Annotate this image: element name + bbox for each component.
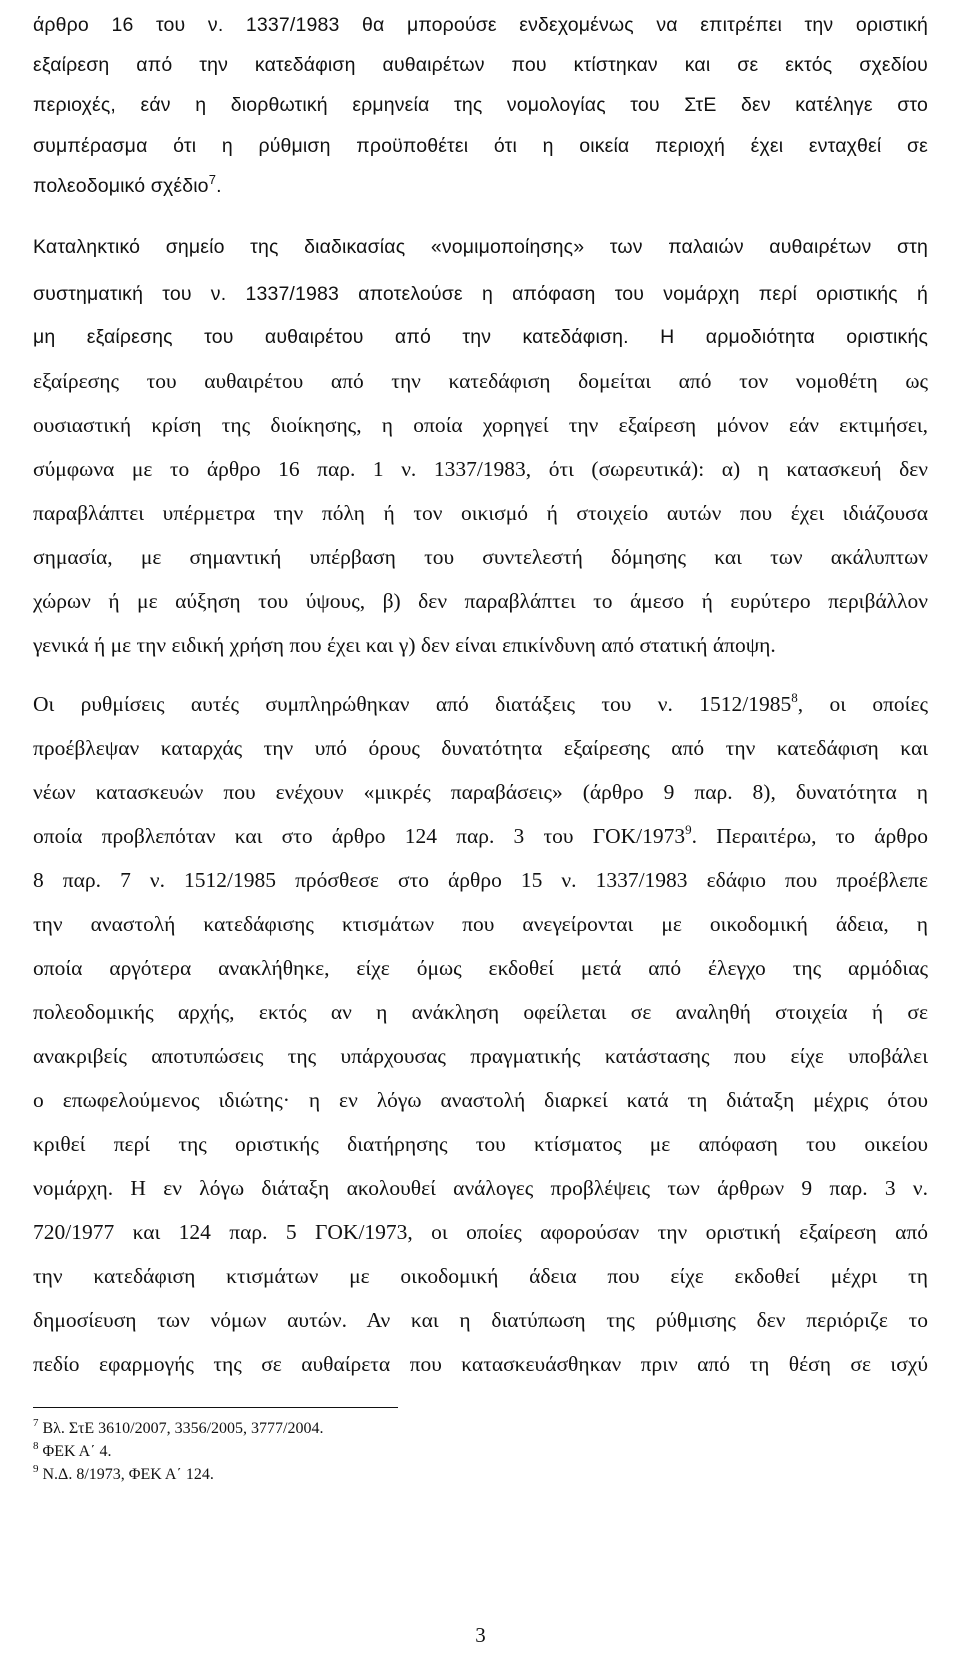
footnote-number: 8: [33, 1439, 39, 1452]
body-line: [33, 684, 928, 724]
body-line: οποία αργότερα ανακλήθηκε, είχε όμως εκδοθεί μετά από έλεγχο της αρμόδιας: [33, 956, 928, 980]
body-line: άρθρο 16 του ν. 1337/1983 θα μπορούσε ενδεχομένως να επιτρέπει την οριστική: [33, 14, 928, 36]
body-line: πεδίο εφαρμογής της σε αυθαίρετα που κατασκευάσθηκαν πριν από τη θέση σε ισχύ: [33, 1352, 928, 1376]
body-line: μη εξαίρεσης του αυθαιρέτου από την κατεδάφιση. Η αρμοδιότητα οριστικής: [33, 326, 928, 348]
footnote-separator: [33, 1407, 398, 1408]
body-line-text: πολεοδομικό σχέδιο: [33, 175, 209, 197]
body-line: ο επωφελούμενος ιδιώτης· η εν λόγω αναστολή διαρκεί κατά τη διάταξη μέχρις ότου: [33, 1088, 928, 1112]
footnote-ref: 9: [685, 821, 692, 837]
body-line-text: Οι ρυθμίσεις αυτές συμπληρώθηκαν από διατάξεις του ν. 1512/1985: [33, 692, 792, 716]
body-line: εξαίρεσης του αυθαιρέτου από την κατεδάφιση δομείται από τον νομοθέτη ως: [33, 369, 928, 393]
page-number: 3: [475, 1623, 486, 1647]
body-line: συμπέρασμα ότι η ρύθμιση προϋποθέτει ότι η οικεία περιοχή έχει ενταχθεί σε: [33, 135, 928, 157]
body-line: 720/1977 και 124 παρ. 5 ΓΟΚ/1973, οι οποίες αφορούσαν την οριστική εξαίρεση από: [33, 1220, 928, 1244]
body-line: προέβλεψαν καταρχάς την υπό όρους δυνατότητα εξαίρεσης από την κατεδάφιση και: [33, 736, 928, 760]
body-line: [33, 816, 928, 856]
body-line: την αναστολή κατεδάφισης κτισμάτων που ανεγείρονται με οικοδομική άδεια, η: [33, 912, 928, 936]
footnote: [33, 1418, 324, 1440]
body-line: παραβλάπτει υπέρμετρα την πόλη ή τον οικισμό ή στοιχείο αυτών που έχει ιδιάζουσα: [33, 501, 928, 525]
body-line-text: οποία προβλεπόταν και στο άρθρο 124 παρ. 3 του ΓΟΚ/1973: [33, 824, 686, 848]
footnote-ref: 7: [208, 171, 217, 187]
body-line: εξαίρεση από την κατεδάφιση αυθαιρέτων που κτίστηκαν και σε εκτός σχεδίου: [33, 54, 928, 76]
body-line: κριθεί περί της οριστικής διατήρησης του κτίσματος με απόφαση του οικείου: [33, 1132, 928, 1156]
body-line: [33, 166, 928, 206]
footnote-ref: 8: [791, 689, 798, 705]
footnote-text: ΦΕΚ Α΄ 4.: [42, 1443, 112, 1460]
body-line: σημασία, με σημαντική υπέρβαση του συντελεστή δόμησης και των ακάλυπτων: [33, 545, 928, 569]
footnote-number: 9: [33, 1462, 39, 1475]
footnote-text: Βλ. ΣτΕ 3610/2007, 3356/2005, 3777/2004.: [42, 1420, 324, 1437]
body-line: πολεοδομικής αρχής, εκτός αν η ανάκληση οφείλεται σε αναληθή στοιχεία ή σε: [33, 1000, 928, 1024]
body-line: νέων κατασκευών που ενέχουν «μικρές παραβάσεις» (άρθρο 9 παρ. 8), δυνατότητα η: [33, 780, 928, 804]
body-line: δημοσίευση των νόμων αυτών. Αν και η διατύπωση της ρύθμισης δεν περιόριζε το: [33, 1308, 928, 1332]
footnote-number: 7: [33, 1416, 39, 1429]
body-line: περιοχές, εάν η διορθωτική ερμηνεία της νομολογίας του ΣτΕ δεν κατέληγε στο: [33, 94, 928, 116]
footnote: [33, 1441, 112, 1463]
body-line-text: , οι οποίες: [797, 692, 929, 716]
body-line: συστηματική του ν. 1337/1983 αποτελούσε η απόφαση του νομάρχη περί οριστικής ή: [33, 283, 928, 305]
footnote-text: Ν.Δ. 8/1973, ΦΕΚ Α΄ 124.: [42, 1466, 214, 1483]
body-line: χώρων ή με αύξηση του ύψους, β) δεν παραβλάπτει το άμεσο ή ευρύτερο περιβάλλον: [33, 589, 928, 613]
body-line-text: . Περαιτέρω, το άρθρο: [691, 824, 928, 848]
body-line: σύμφωνα με το άρθρο 16 παρ. 1 ν. 1337/1983, ότι (σωρευτικά): α) η κατασκευή δεν: [33, 457, 928, 481]
body-line: νομάρχη. Η εν λόγω διάταξη ακολουθεί ανάλογες προβλέψεις των άρθρων 9 παρ. 3 ν.: [33, 1176, 928, 1200]
footnote: [33, 1464, 214, 1486]
body-line: ουσιαστική κρίση της διοίκησης, η οποία χορηγεί την εξαίρεση μόνον εάν εκτιμήσει,: [33, 413, 928, 437]
body-line: 8 παρ. 7 ν. 1512/1985 πρόσθεσε στο άρθρο 15 ν. 1337/1983 εδάφιο που προέβλεπε: [33, 868, 928, 892]
body-line: ανακριβείς αποτυπώσεις της υπάρχουσας πραγματικής κατάστασης που είχε υποβάλει: [33, 1044, 928, 1068]
body-line-text: .: [216, 175, 222, 197]
body-line: γενικά ή με την ειδική χρήση που έχει και γ) δεν είναι επικίνδυνη από στατική άποψη.: [33, 633, 776, 657]
body-line: Καταληκτικό σημείο της διαδικασίας «νομιμοποίησης» των παλαιών αυθαιρέτων στη: [33, 236, 928, 258]
body-line: την κατεδάφιση κτισμάτων με οικοδομική άδεια που είχε εκδοθεί μέχρι τη: [33, 1264, 928, 1288]
